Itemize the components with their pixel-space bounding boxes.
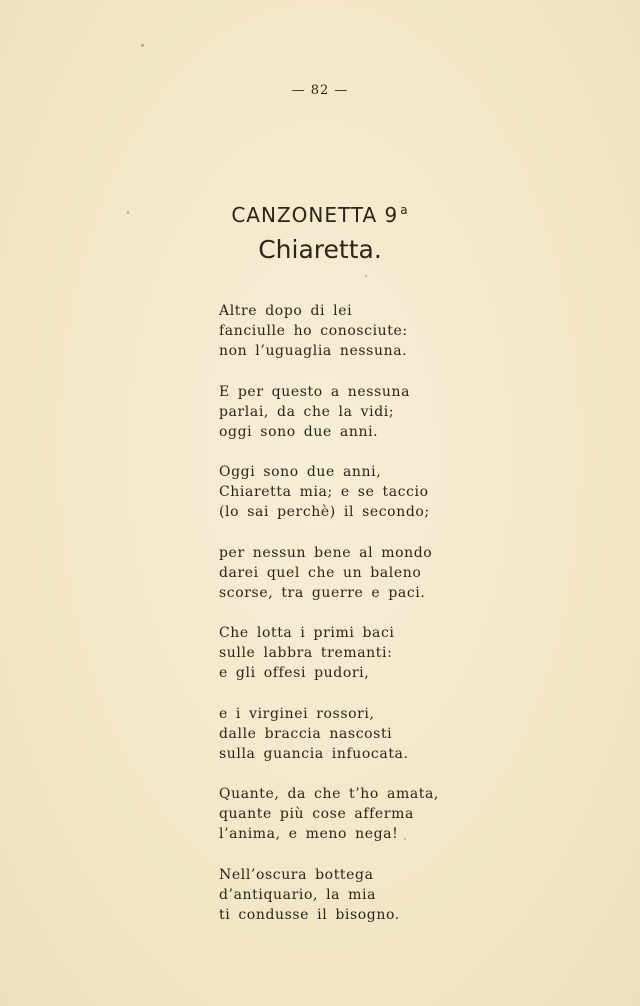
poem-section-title-text: CANZONETTA 9	[231, 203, 399, 227]
verse-line: oggi sono due anni.	[219, 423, 379, 440]
verse-line: parlai, da che la vidi;	[219, 403, 395, 420]
verse-line: darei quel che un baleno	[219, 564, 422, 581]
verse-line: ti condusse il bisogno.	[219, 906, 400, 923]
paper-speck	[404, 838, 406, 840]
verse-line: non l’uguaglia nessuna.	[219, 343, 408, 359]
verse-line: quante più cose afferma	[219, 806, 414, 822]
paper-speck	[365, 275, 367, 277]
verse-line: dalle braccia nascosti	[219, 725, 393, 742]
verse-line: Altre dopo di lei	[219, 303, 353, 319]
verse-line: scorse, tra guerre e paci.	[219, 584, 426, 601]
stanza	[219, 543, 439, 603]
poem-heading	[0, 203, 640, 264]
verse-line: Quante, da che t’ho amata,	[219, 786, 439, 802]
stanza	[219, 704, 439, 764]
verse-line: sulle labbra tremanti:	[219, 645, 393, 661]
verse-line: per nessun bene al mondo	[219, 544, 433, 561]
page-number: — 82 —	[291, 83, 349, 98]
stanza	[219, 865, 439, 925]
verse-line: e i virginei rossori,	[219, 705, 375, 722]
verse-line: fanciulle ho conosciute:	[219, 323, 408, 339]
verse-line: d’antiquario, la mia	[219, 886, 377, 903]
verse-line: E per questo a nessuna	[219, 383, 411, 400]
paper-speck	[141, 44, 144, 47]
stanza	[219, 301, 439, 361]
verse-line: Che lotta i primi baci	[219, 625, 395, 641]
verse-line: Nell’oscura bottega	[219, 866, 374, 883]
verse-line: sulla guancia infuocata.	[219, 745, 409, 762]
verse-line: (lo sai perchè) il secondo;	[219, 504, 430, 520]
poem-section-title-superscript: a	[400, 203, 409, 218]
poem-title: Chiaretta.	[258, 235, 382, 264]
stanza	[219, 462, 439, 522]
stanza	[219, 382, 439, 442]
stanza	[219, 784, 439, 844]
poem-section-title	[0, 203, 640, 227]
verse-line: l’anima, e meno nega!	[219, 826, 399, 842]
verse-line: Chiaretta mia; e se taccio	[219, 484, 429, 500]
verse-line: e gli offesi pudori,	[219, 665, 370, 681]
stanza	[219, 623, 439, 683]
poem-body	[219, 301, 439, 945]
verse-line: Oggi sono due anni,	[219, 464, 382, 480]
paper-speck	[127, 211, 129, 214]
